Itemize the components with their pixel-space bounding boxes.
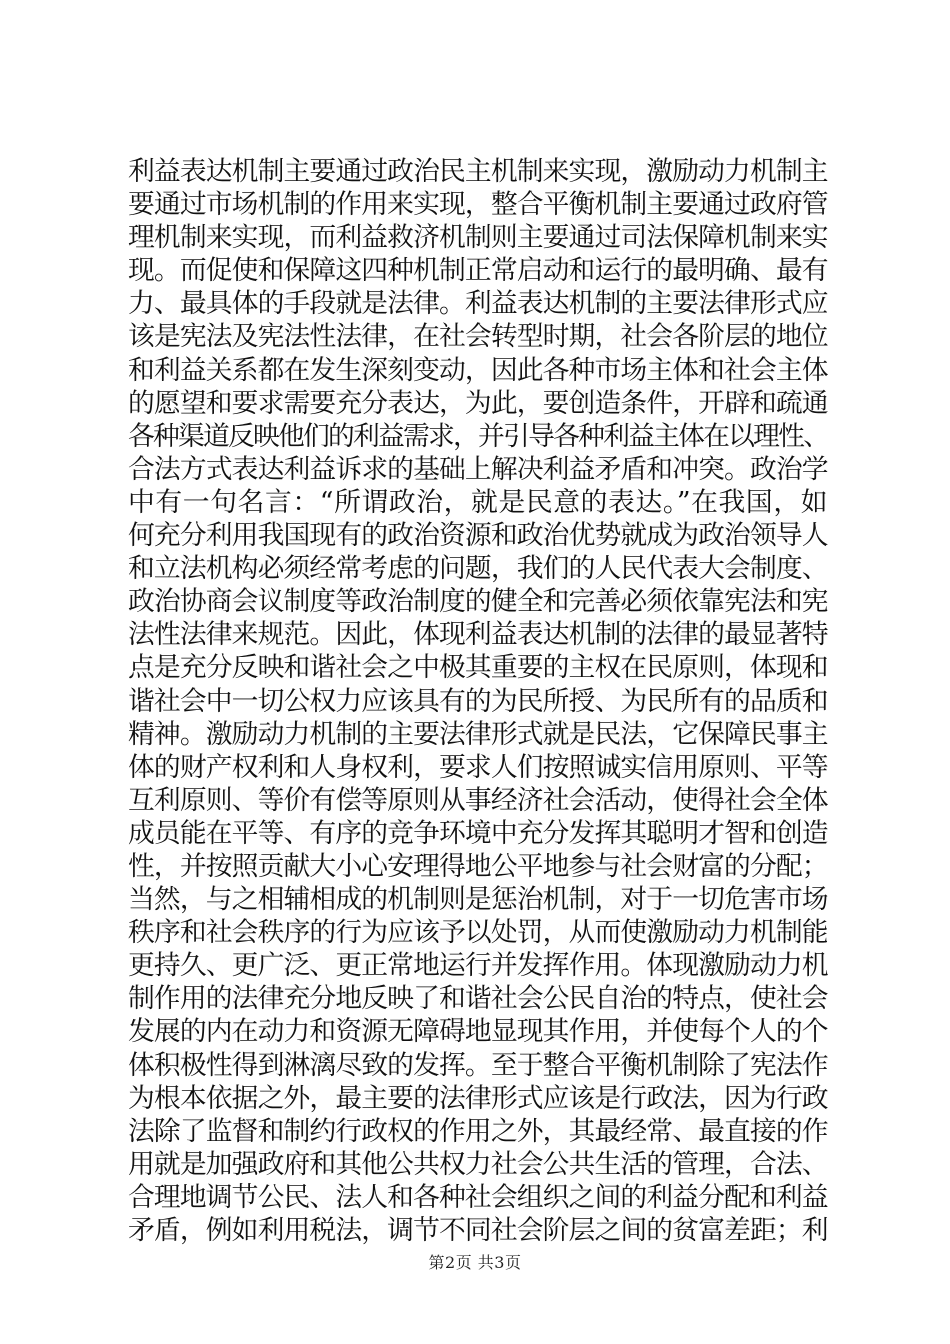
text-line: 互利原则、等价有偿等原则从事经济社会活动，使得社会全体 bbox=[128, 784, 828, 816]
text-line: 和利益关系都在发生深刻变动，因此各种市场主体和社会主体 bbox=[128, 354, 828, 386]
text-line: 当然，与之相辅相成的机制则是惩治机制，对于一切危害市场 bbox=[128, 884, 828, 916]
text-line: 理机制来实现，而利益救济机制则主要通过司法保障机制来实 bbox=[128, 222, 828, 254]
text-line: 合法方式表达利益诉求的基础上解决利益矛盾和冲突。政治学 bbox=[128, 453, 828, 485]
text-line: 体的财产权利和人身权利，要求人们按照诚实信用原则、平等 bbox=[128, 751, 828, 783]
text-line: 法性法律来规范。因此，体现利益表达机制的法律的最显著特 bbox=[128, 619, 828, 651]
page-number-footer: 第2页 共3页 bbox=[428, 1253, 522, 1272]
text-line: 谐社会中一切公权力应该具有的为民所授、为民所有的品质和 bbox=[128, 685, 828, 717]
text-line: 制作用的法律充分地反映了和谐社会公民自治的特点，使社会 bbox=[128, 983, 828, 1015]
text-line: 政治协商会议制度等政治制度的健全和完善必须依靠宪法和宪 bbox=[128, 586, 828, 618]
text-line: 体积极性得到淋漓尽致的发挥。至于整合平衡机制除了宪法作 bbox=[128, 1049, 828, 1081]
text-line: 成员能在平等、有序的竞争环境中充分发挥其聪明才智和创造 bbox=[128, 817, 828, 849]
text-line: 点是充分反映和谐社会之中极其重要的主权在民原则，体现和 bbox=[128, 652, 828, 684]
text-line: 矛盾，例如利用税法，调节不同社会阶层之间的贫富差距；利 bbox=[128, 1215, 828, 1246]
text-line: 利益表达机制主要通过政治民主机制来实现，激励动力机制主 bbox=[128, 156, 828, 187]
text-line: 发展的内在动力和资源无障碍地显现其作用，并使每个人的个 bbox=[128, 1016, 828, 1048]
text-line: 精神。激励动力机制的主要法律形式就是民法，它保障民事主 bbox=[128, 718, 828, 750]
text-line: 用就是加强政府和其他公共权力社会公共生活的管理，合法、 bbox=[128, 1148, 828, 1180]
text-line: 的愿望和要求需要充分表达，为此，要创造条件，开辟和疏通 bbox=[128, 387, 828, 419]
text-line: 性，并按照贡献大小心安理得地公平地参与社会财富的分配； bbox=[128, 850, 828, 882]
text-line: 合理地调节公民、法人和各种社会组织之间的利益分配和利益 bbox=[128, 1181, 828, 1213]
text-line: 力、最具体的手段就是法律。利益表达机制的主要法律形式应 bbox=[128, 288, 828, 320]
text-line: 中有一句名言：“所谓政治，就是民意的表达。”在我国，如 bbox=[128, 486, 829, 518]
text-line: 和立法机构必须经常考虑的问题，我们的人民代表大会制度、 bbox=[128, 553, 828, 585]
body-paragraph bbox=[128, 155, 828, 1247]
text-line: 该是宪法及宪法性法律，在社会转型时期，社会各阶层的地位 bbox=[128, 321, 828, 353]
text-line: 秩序和社会秩序的行为应该予以处罚，从而使激励动力机制能 bbox=[128, 917, 828, 949]
text-line: 各种渠道反映他们的利益需求，并引导各种利益主体在以理性、 bbox=[128, 420, 829, 452]
text-line: 更持久、更广泛、更正常地运行并发挥作用。体现激励动力机 bbox=[128, 950, 828, 982]
text-line: 要通过市场机制的作用来实现，整合平衡机制主要通过政府管 bbox=[128, 189, 828, 221]
text-line: 现。而促使和保障这四种机制正常启动和运行的最明确、最有 bbox=[128, 255, 828, 287]
text-line: 法除了监督和制约行政权的作用之外，其最经常、最直接的作 bbox=[128, 1115, 828, 1147]
text-line: 何充分利用我国现有的政治资源和政治优势就成为政治领导人 bbox=[128, 520, 828, 552]
text-line: 为根本依据之外，最主要的法律形式应该是行政法，因为行政 bbox=[128, 1082, 828, 1114]
